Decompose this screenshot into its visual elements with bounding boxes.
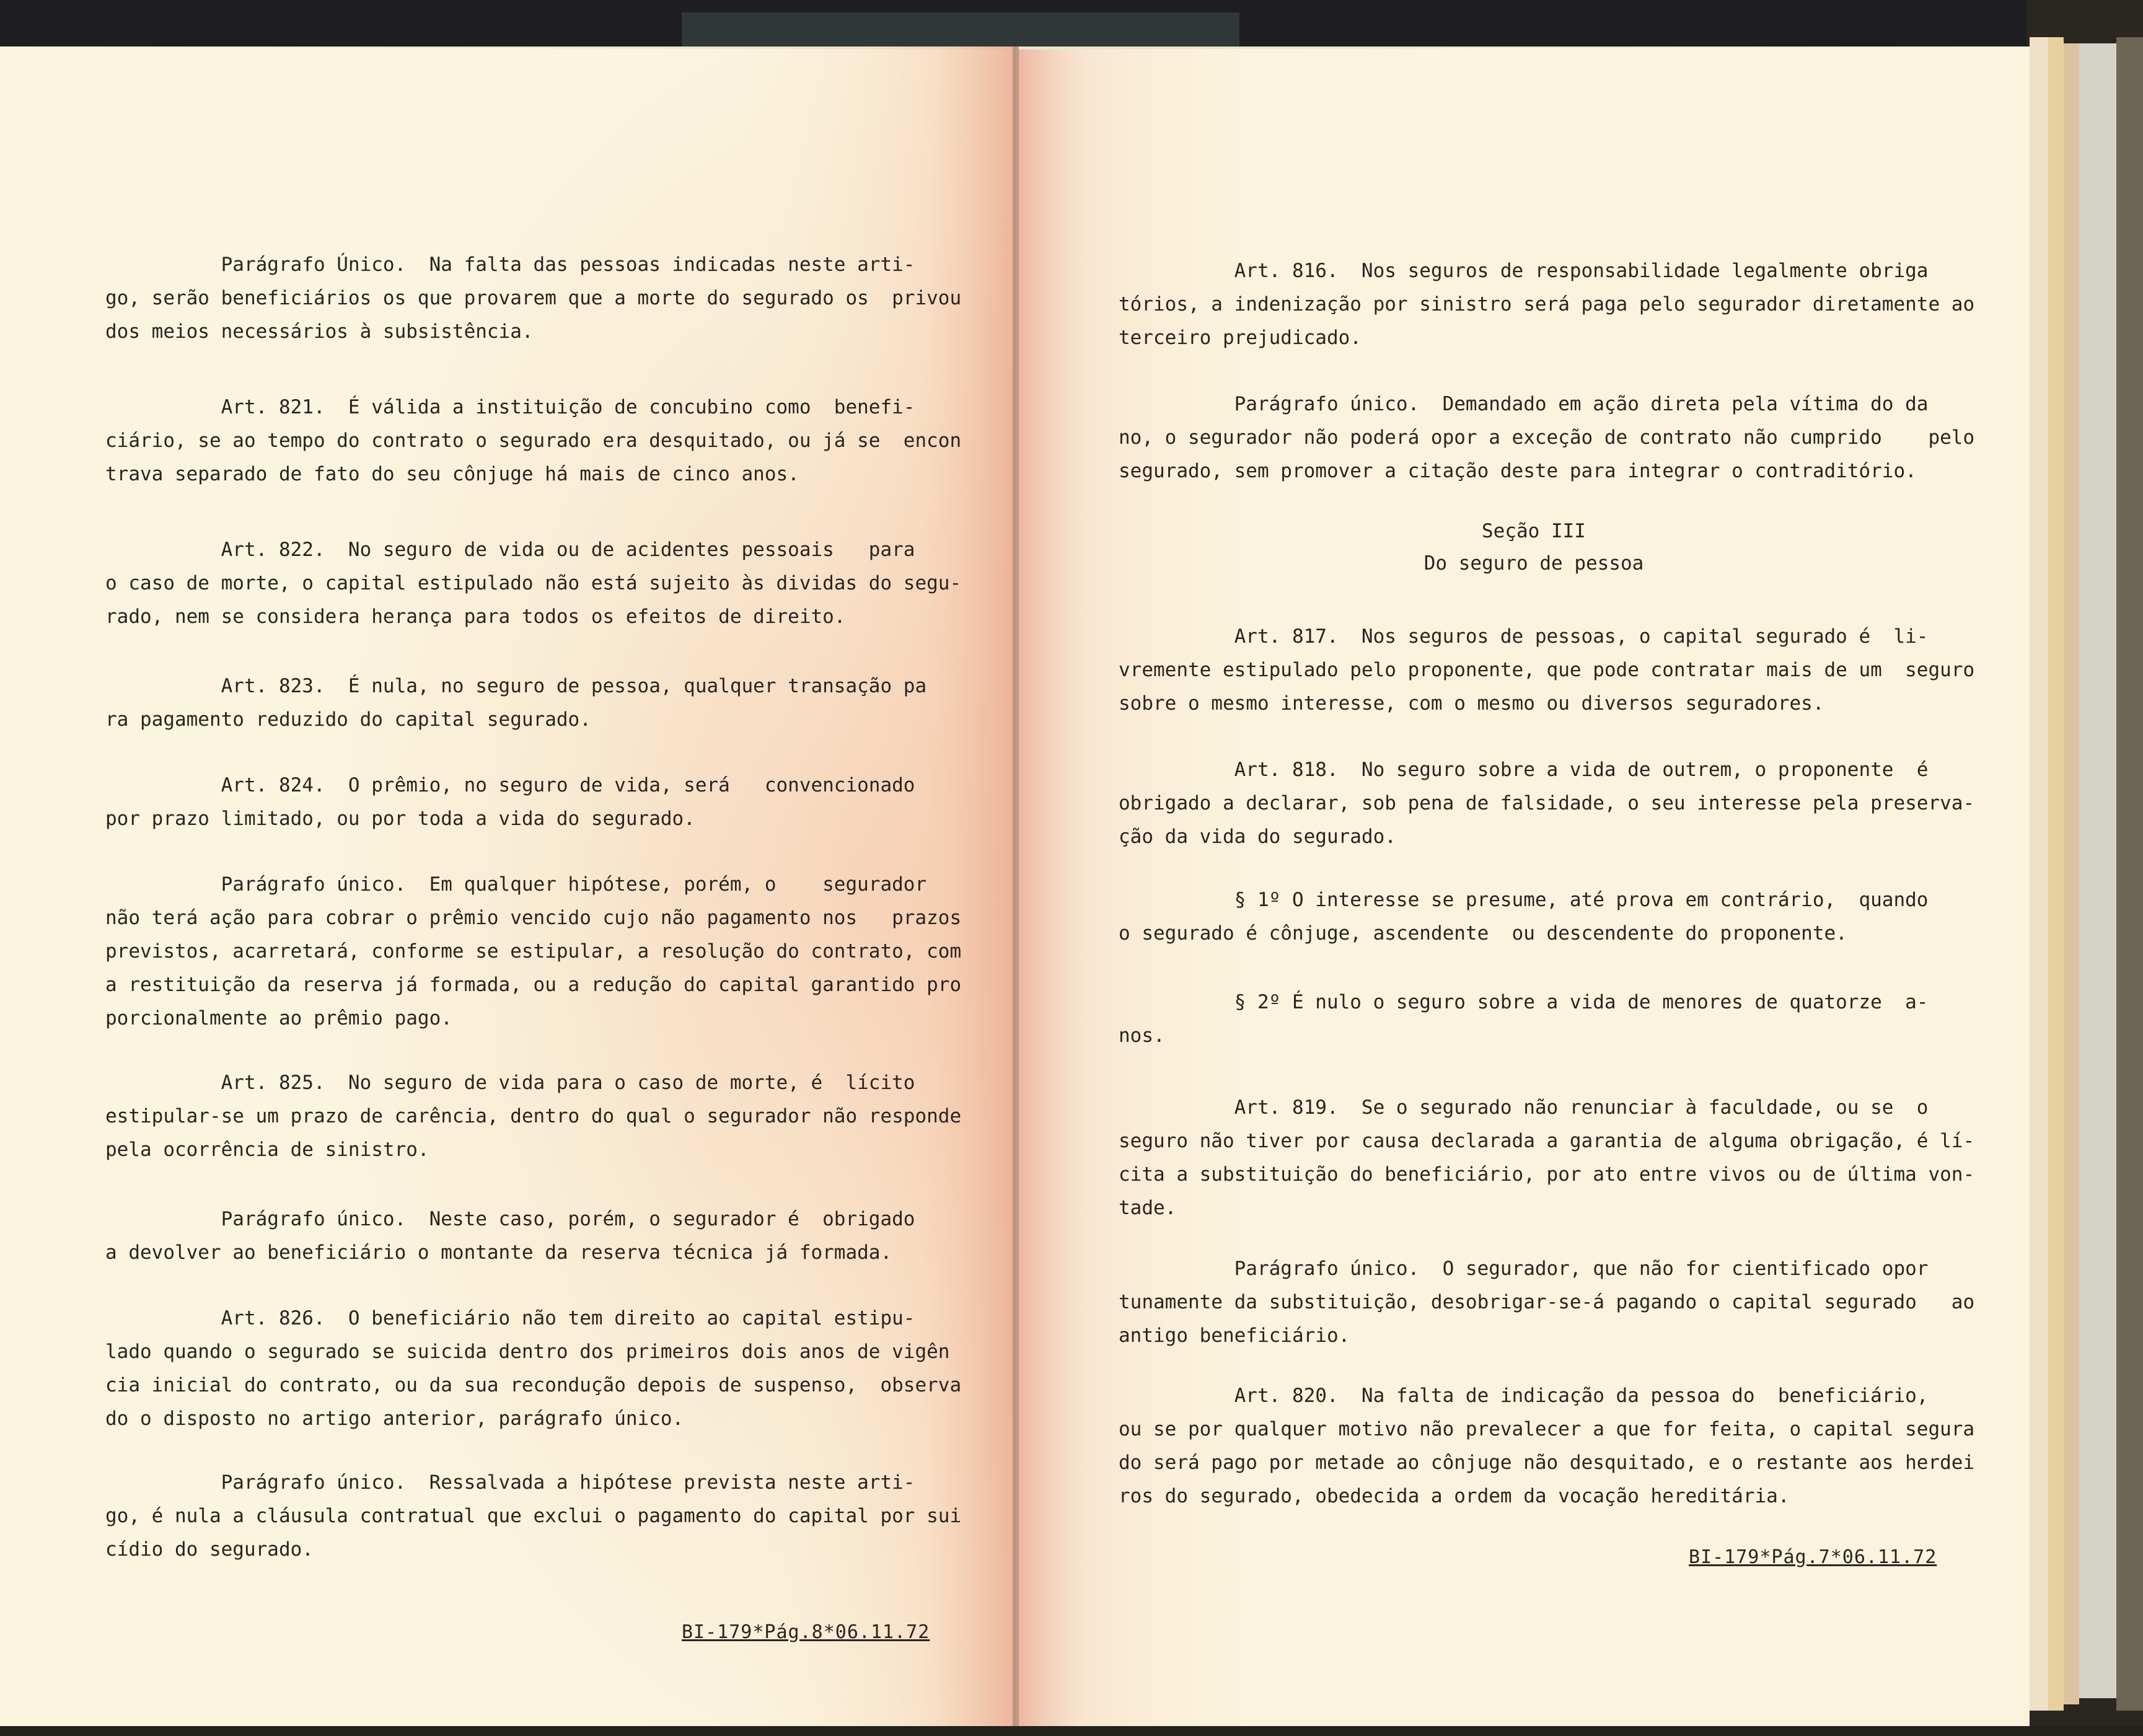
text-line: § 1º O interesse se presume, até prova em contrário, quando [1119, 889, 1929, 911]
text-line: ciário, se ao tempo do contrato o segurado era desquitado, ou já se encon [105, 430, 962, 452]
section-subtitle: Do seguro de pessoa [1424, 552, 1644, 575]
text-line: tórios, a indenização por sinistro será paga pelo segurador diretamente ao [1119, 293, 1975, 315]
right-paragraph-art-816-unico [1119, 387, 1975, 488]
text-line: Art. 826. O beneficiário não tem direito ao capital estipu- [105, 1307, 915, 1329]
text-line: Art. 822. No seguro de vida ou de acidentes pessoais para [105, 539, 915, 561]
text-line: porcionalmente ao prêmio pago. [105, 1007, 452, 1029]
text-line: Art. 820. Na falta de indicação da pessoa do beneficiário, [1119, 1385, 1929, 1407]
right-paragraph-art-817 [1119, 620, 1975, 720]
text-line: cídio do segurado. [105, 1538, 314, 1561]
text-line: tunamente da substituição, desobrigar-se-á pagando o capital segurado ao [1119, 1291, 1975, 1313]
text-line: Parágrafo único. Em qualquer hipótese, porém, o segurador [105, 873, 927, 896]
text-line: Parágrafo único. Demandado em ação direta pela vítima do da [1119, 393, 1929, 415]
text-line: cita a substituição do beneficiário, por ato entre vivos ou de última von- [1119, 1163, 1975, 1186]
text-line: Art. 819. Se o segurado não renunciar à faculdade, ou se o [1119, 1096, 1929, 1119]
right-paragraph-art-816 [1119, 254, 1975, 355]
right-paragraph-818-par-1 [1119, 883, 1949, 950]
right-paragraph-art-818 [1119, 753, 1975, 853]
left-paragraph-art-824 [105, 769, 936, 835]
text-line: Art. 818. No seguro sobre a vida de outrem, o proponente é [1119, 759, 1929, 781]
text-line: Parágrafo único. O segurador, que não for cientificado opor [1119, 1258, 1929, 1280]
text-line: segurado, sem promover a citação deste para integrar o contraditório. [1119, 460, 1917, 482]
text-line: Art. 823. É nula, no seguro de pessoa, qualquer transação pa [105, 675, 927, 697]
text-line: ra pagamento reduzido do capital segurado. [105, 708, 591, 731]
left-paragraph-1 [105, 248, 962, 348]
text-line: Parágrafo Único. Na falta das pessoas indicadas neste arti- [105, 253, 915, 276]
text-line: Parágrafo único. Neste caso, porém, o segurador é obrigado [105, 1208, 915, 1230]
text-line: previstos, acarretará, conforme se estipular, a resolução do contrato, com [105, 940, 962, 963]
left-paragraph-art-826-unico [105, 1466, 962, 1566]
left-paragraph-art-825 [105, 1066, 962, 1166]
text-line: lado quando o segurado se suicida dentro dos primeiros dois anos de vigên [105, 1341, 950, 1363]
text-line: Art. 816. Nos seguros de responsabilidade legalmente obriga [1119, 260, 1929, 282]
text-line: obrigado a declarar, sob pena de falsidade, o seu interesse pela preserva- [1119, 792, 1975, 814]
text-line: estipular-se um prazo de carência, dentro do qual o segurador não responde [105, 1105, 962, 1127]
text-line: ção da vida do segurado. [1119, 826, 1396, 848]
text-line: trava separado de fato do seu cônjuge há mais de cinco anos. [105, 463, 799, 485]
left-paragraph-art-823 [105, 669, 936, 736]
text-line: Art. 824. O prêmio, no seguro de vida, será convencionado [105, 774, 915, 796]
text-line: go, serão beneficiários os que provarem que a morte do segurado os privou [105, 287, 962, 309]
text-line: o caso de morte, o capital estipulado não está sujeito às dividas do segu- [105, 572, 962, 594]
text-line: do o disposto no artigo anterior, parágrafo único. [105, 1408, 684, 1430]
text-line: nos. [1119, 1024, 1165, 1047]
text-line: no, o segurador não poderá opor a exceção de contrato não cumprido pelo [1119, 426, 1975, 449]
left-paragraph-art-824-unico [105, 868, 962, 1035]
text-line: do será pago por metade ao cônjuge não desquitado, e o restante aos herdei [1119, 1452, 1975, 1474]
left-paragraph-art-821 [105, 390, 962, 491]
text-line: por prazo limitado, ou por toda a vida do segurado. [105, 808, 695, 830]
text-line: pela ocorrência de sinistro. [105, 1139, 429, 1161]
text-line: tade. [1119, 1197, 1177, 1219]
text-line: go, é nula a cláusula contratual que exclui o pagamento do capital por sui [105, 1505, 962, 1527]
left-page [0, 43, 1013, 1736]
text-line: cia inicial do contrato, ou da sua recondução depois de suspenso, observa [105, 1374, 962, 1396]
text-line: § 2º É nulo o seguro sobre a vida de menores de quatorze a- [1119, 991, 1929, 1013]
text-line: sobre o mesmo interesse, com o mesmo ou diversos seguradores. [1119, 692, 1824, 715]
text-line: Art. 817. Nos seguros de pessoas, o capital segurado é li- [1119, 625, 1929, 648]
text-line: a restituição da reserva já formada, ou a redução do capital garantido pro [105, 974, 962, 996]
text-line: a devolver ao beneficiário o montante da reserva técnica já formada. [105, 1241, 892, 1264]
right-paragraph-art-819-unico [1119, 1252, 1975, 1352]
text-line: terceiro prejudicado. [1119, 327, 1362, 349]
right-paragraph-art-820 [1119, 1379, 1975, 1513]
left-paragraph-art-826 [105, 1302, 962, 1435]
text-line: não terá ação para cobrar o prêmio vencido cujo não pagamento nos prazos [105, 907, 962, 929]
left-paragraph-art-822 [105, 533, 962, 633]
text-line: rado, nem se considera herança para todos os efeitos de direito. [105, 606, 846, 628]
text-line: seguro não tiver por causa declarada a garantia de alguma obrigação, é lí- [1119, 1130, 1975, 1152]
text-line: o segurado é cônjuge, ascendente ou descendente do proponente. [1119, 922, 1847, 945]
page-footer-left: BI-179*Pág.8*06.11.72 [682, 1621, 930, 1643]
right-page [1016, 43, 2030, 1736]
text-line: ros do segurado, obedecida a ordem da vocação hereditária. [1119, 1485, 1790, 1507]
text-line: ou se por qualquer motivo não prevalecer a que for feita, o capital segura [1119, 1418, 1975, 1440]
right-paragraph-818-par-2 [1119, 985, 1949, 1052]
right-paragraph-art-819 [1119, 1091, 1975, 1225]
page-footer-right: BI-179*Pág.7*06.11.72 [1689, 1546, 1937, 1568]
text-line: Art. 821. É válida a instituição de concubino como benefi- [105, 396, 915, 418]
text-line: Art. 825. No seguro de vida para o caso de morte, é lícito [105, 1072, 915, 1094]
text-line: Parágrafo único. Ressalvada a hipótese prevista neste arti- [105, 1471, 915, 1494]
left-paragraph-art-825-unico [105, 1202, 936, 1269]
text-line: vremente estipulado pelo proponente, que pode contratar mais de um seguro [1119, 659, 1975, 681]
section-title: Seção III [1482, 520, 1586, 542]
text-line: dos meios necessários à subsistência. [105, 320, 534, 343]
text-line: antigo beneficiário. [1119, 1324, 1350, 1347]
